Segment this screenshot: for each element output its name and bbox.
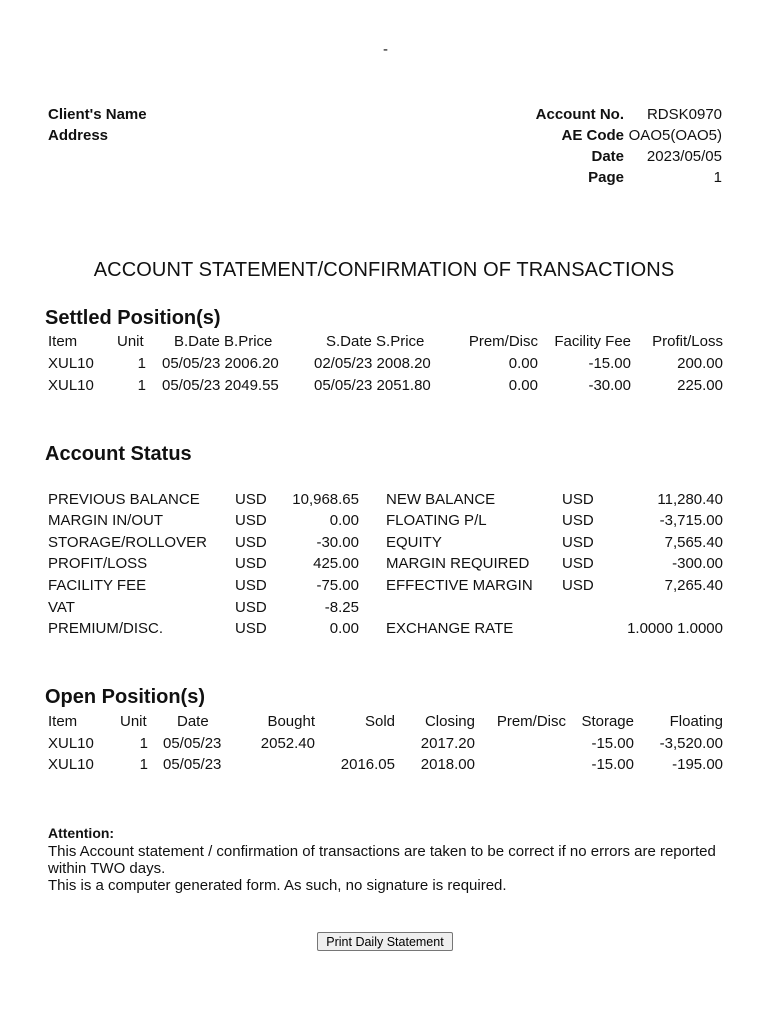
status-value: -75.00: [316, 577, 359, 594]
exchange-rate-label: EXCHANGE RATE: [386, 620, 514, 637]
attention-block: [48, 825, 728, 894]
header-dash: -: [383, 41, 388, 58]
statement-title: ACCOUNT STATEMENT/CONFIRMATION OF TRANSACTIONS: [93, 259, 675, 281]
settled-col-item: Item: [48, 333, 78, 350]
open-cell-unit: 1: [139, 756, 148, 773]
page-label: Page: [588, 169, 624, 186]
status-label: PREVIOUS BALANCE: [48, 491, 200, 508]
status-value: -3,715.00: [659, 512, 723, 529]
status-label: NEW BALANCE: [386, 491, 496, 508]
settled-cell-item: XUL10: [48, 355, 94, 372]
status-label: PROFIT/LOSS: [48, 555, 148, 572]
status-label: EFFECTIVE MARGIN: [386, 577, 533, 594]
open-cell-floating: -195.00: [672, 756, 723, 773]
status-label: STORAGE/ROLLOVER: [48, 534, 207, 551]
settled-cell-item: XUL10: [48, 377, 94, 394]
settled-cell-premdisc: 0.00: [508, 355, 538, 372]
status-label: FLOATING P/L: [386, 512, 487, 529]
date-label: Date: [591, 148, 624, 165]
status-currency: USD: [235, 620, 267, 637]
settled-cell-facility: -30.00: [588, 377, 631, 394]
open-col-storage: Storage: [581, 713, 634, 730]
settled-cell-sdate: 02/05/23 2008.20: [314, 355, 431, 372]
open-cell-date: 05/05/23: [163, 756, 222, 773]
settled-cell-profit: 200.00: [677, 355, 723, 372]
open-col-bought: Bought: [267, 713, 315, 730]
status-label: MARGIN REQUIRED: [386, 555, 530, 572]
open-heading: Open Position(s): [45, 686, 205, 708]
settled-cell-sdate: 05/05/23 2051.80: [314, 377, 431, 394]
open-col-closing: Closing: [424, 713, 475, 730]
open-cell-closing: 2017.20: [420, 735, 475, 752]
status-value: -300.00: [672, 555, 723, 572]
open-col-premdisc: Prem/Disc: [496, 713, 566, 730]
settled-cell-bdate: 05/05/23 2049.55: [162, 377, 279, 394]
settled-col-premdisc: Prem/Disc: [468, 333, 538, 350]
open-cell-floating: -3,520.00: [659, 735, 723, 752]
settled-col-profit: Profit/Loss: [652, 333, 723, 350]
status-label: VAT: [48, 599, 75, 616]
account-no-value: RDSK0970: [646, 106, 722, 123]
settled-cell-unit: 1: [137, 377, 146, 394]
status-currency: USD: [235, 534, 267, 551]
open-cell-storage: -15.00: [591, 756, 634, 773]
settled-cell-facility: -15.00: [588, 355, 631, 372]
status-currency: USD: [235, 512, 267, 529]
attention-label: Attention:: [48, 825, 115, 841]
status-value: 7,565.40: [664, 534, 723, 551]
status-value: 11,280.40: [657, 491, 723, 508]
status-value: -8.25: [324, 599, 359, 616]
status-currency: USD: [235, 491, 267, 508]
status-currency: USD: [235, 577, 267, 594]
open-cell-sold: 2016.05: [340, 756, 395, 773]
status-label: MARGIN IN/OUT: [48, 512, 163, 529]
open-col-sold: Sold: [364, 713, 395, 730]
status-value: 0.00: [329, 620, 359, 637]
status-value: 7,265.40: [664, 577, 723, 594]
status-currency: USD: [562, 534, 594, 551]
open-cell-storage: -15.00: [591, 735, 634, 752]
client-name-label: Client's Name: [48, 106, 147, 123]
status-label: PREMIUM/DISC.: [48, 620, 164, 637]
open-cell-item: XUL10: [48, 756, 94, 773]
attention-text-2: This is a computer generated form. As such, no signature is required.: [48, 877, 507, 894]
status-value: 10,968.65: [292, 491, 359, 508]
exchange-rate-value: 1.0000 1.0000: [627, 620, 723, 637]
status-label: FACILITY FEE: [48, 577, 147, 594]
page-value: 1: [713, 169, 722, 186]
open-cell-unit: 1: [139, 735, 148, 752]
status-currency: USD: [235, 599, 267, 616]
status-currency: USD: [562, 555, 594, 572]
settled-col-unit: Unit: [117, 333, 144, 350]
settled-col-sdate: S.Date S.Price: [326, 333, 425, 350]
settled-cell-premdisc: 0.00: [508, 377, 538, 394]
settled-cell-profit: 225.00: [677, 377, 723, 394]
settled-heading: Settled Position(s): [45, 307, 221, 329]
open-col-floating: Floating: [669, 713, 723, 730]
open-cell-closing: 2018.00: [420, 756, 475, 773]
status-value: -30.00: [316, 534, 359, 551]
status-currency: USD: [562, 512, 594, 529]
attention-text-1: This Account statement / confirmation of transactions are taken to be correct if no errors are reported within TWO days.: [48, 843, 716, 877]
ae-code-label: AE Code: [561, 127, 624, 144]
settled-cell-unit: 1: [137, 355, 146, 372]
open-cell-item: XUL10: [48, 735, 94, 752]
settled-cell-bdate: 05/05/23 2006.20: [162, 355, 279, 372]
account-no-label: Account No.: [535, 106, 624, 123]
account-status-heading: Account Status: [45, 443, 192, 465]
status-currency: USD: [562, 577, 594, 594]
status-currency: USD: [562, 491, 594, 508]
address-label: Address: [48, 127, 109, 144]
settled-col-facility: Facility Fee: [554, 333, 631, 350]
status-value: 425.00: [313, 555, 359, 572]
status-value: 0.00: [329, 512, 359, 529]
ae-code-value: OAO5(OAO5): [628, 127, 722, 144]
open-cell-bought: 2052.40: [260, 735, 315, 752]
print-daily-statement-button[interactable]: Print Daily Statement: [317, 932, 453, 951]
status-currency: USD: [235, 555, 267, 572]
date-value: 2023/05/05: [646, 148, 722, 165]
open-cell-date: 05/05/23: [163, 735, 222, 752]
settled-col-bdate: B.Date B.Price: [174, 333, 273, 350]
open-col-unit: Unit: [120, 713, 147, 730]
open-col-date: Date: [177, 713, 209, 730]
status-label: EQUITY: [386, 534, 442, 551]
open-col-item: Item: [48, 713, 78, 730]
